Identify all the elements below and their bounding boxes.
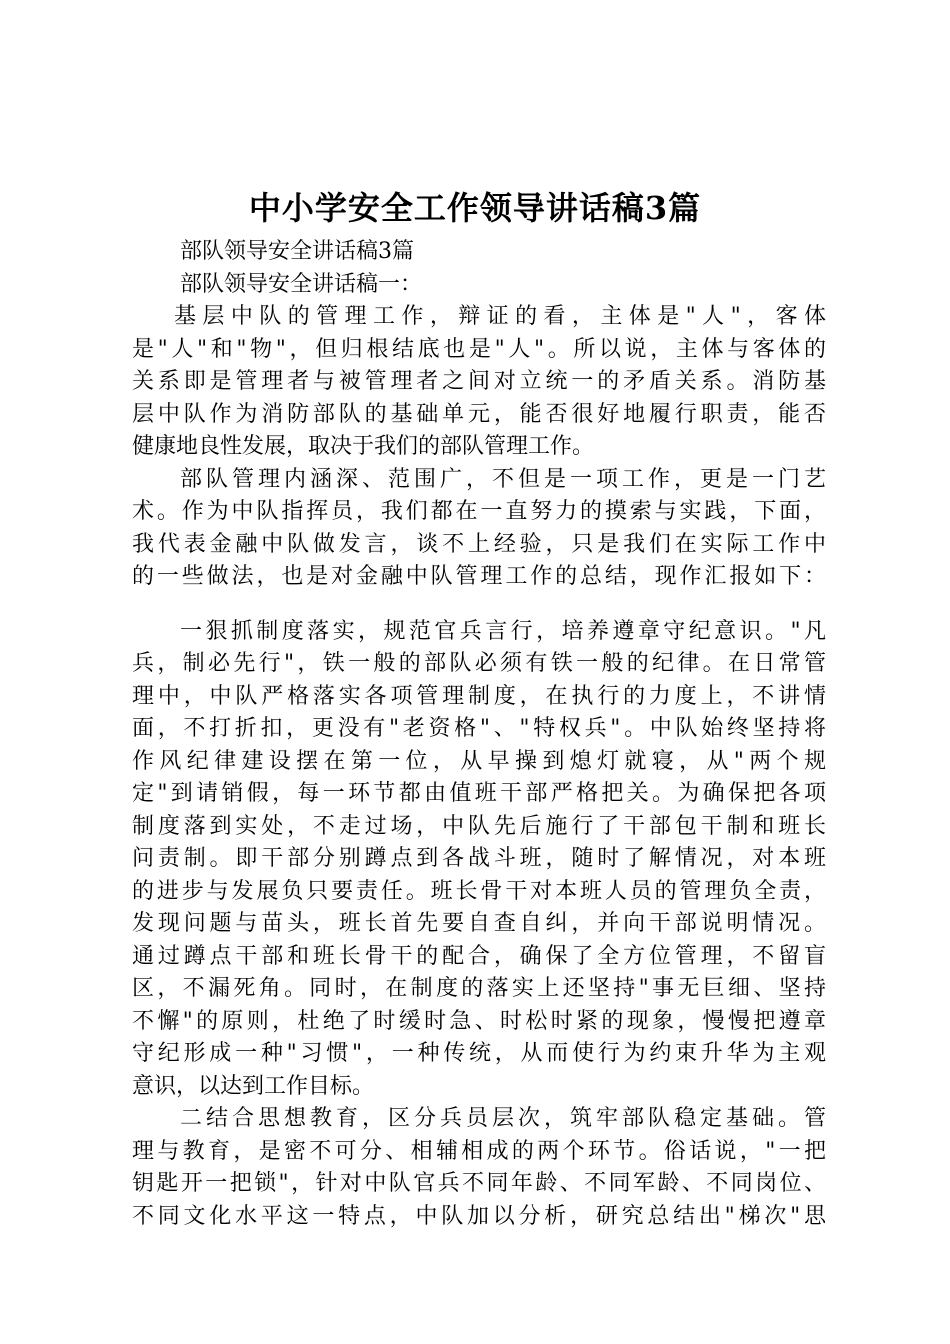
text-line: 兵，制必先行"，铁一般的部队必须有铁一般的纪律。在日常管: [132, 651, 826, 676]
text-line: 制度落到实处，不走过场，中队先后施行了干部包干制和班长: [132, 813, 826, 839]
text-line: 钥匙开一把锁"，针对中队官兵不同年龄、不同军龄、不同岗位、: [132, 1171, 826, 1196]
text-line: 的一些做法，也是对金融中队管理工作的总结，现作汇报如下：: [132, 564, 826, 589]
text-line: 理与教育，是密不可分、相辅相成的两个环节。俗话说，"一把: [132, 1138, 826, 1164]
text-line: 基层中队的管理工作，辩证的看，主体是"人"，客体: [174, 304, 826, 329]
text-line: 健康地良性发展，取决于我们的部队管理工作。: [132, 434, 595, 459]
document-body: [132, 236, 826, 1233]
text-line: 关系即是管理者与被管理者之间对立统一的矛盾关系。消防基: [132, 369, 826, 394]
text-line: 层中队作为消防部队的基础单元，能否很好地履行职责，能否: [132, 401, 826, 427]
text-line: 的进步与发展负只要责任。班长骨干对本班人员的管理负全责，: [132, 878, 826, 904]
text-line: 定"到请销假，每一环节都由值班干部严格把关。为确保把各项: [132, 781, 826, 806]
text-line: 部队管理内涵深、范围广，不但是一项工作，更是一门艺: [180, 466, 826, 492]
text-line: 理中，中队严格落实各项管理制度，在执行的力度上，不讲情: [132, 683, 826, 709]
blank-line: [132, 594, 826, 616]
text-line: 二结合思想教育，区分兵员层次，筑牢部队稳定基础。管: [180, 1106, 826, 1131]
text-line: 通过蹲点干部和班长骨干的配合，确保了全方位管理，不留盲: [132, 943, 826, 969]
text-line: 意识，以达到工作目标。: [132, 1073, 375, 1099]
text-line: 区，不漏死角。同时，在制度的落实上还坚持"事无巨细、坚持: [132, 976, 826, 1001]
text-line: 发现问题与苗头，班长首先要自查自纠，并向干部说明情况。: [132, 911, 826, 936]
text-line: 不懈"的原则，杜绝了时缓时急、时松时紧的现象，慢慢把遵章: [132, 1008, 826, 1034]
text-line: 是"人"和"物"，但归根结底也是"人"。所以说，主体与客体的: [132, 336, 826, 362]
text-line: 我代表金融中队做发言，谈不上经验，只是我们在实际工作中: [132, 531, 826, 557]
document-title: 中小学安全工作领导讲话稿3篇: [248, 189, 702, 227]
text-line: 作风纪律建设摆在第一位，从早操到熄灯就寝，从"两个规: [132, 748, 826, 774]
text-line: 术。作为中队指挥员，我们都在一直努力的摸索与实践，下面，: [132, 499, 826, 524]
text-line: 不同文化水平这一特点，中队加以分析，研究总结出"梯次"思: [132, 1203, 826, 1229]
text-line: 问责制。即干部分别蹲点到各战斗班，随时了解情况，对本班: [132, 846, 826, 871]
text-line: 一狠抓制度落实，规范官兵言行，培养遵章守纪意识。"凡: [180, 618, 826, 644]
text-line: 部队领导安全讲话稿一：: [180, 271, 423, 297]
text-line: 面，不打折扣，更没有"老资格"、"特权兵"。中队始终坚持将: [132, 716, 826, 741]
text-line: 部队领导安全讲话稿3篇: [180, 239, 414, 264]
text-line: 守纪形成一种"习惯"，一种传统，从而使行为约束升华为主观: [132, 1041, 826, 1066]
